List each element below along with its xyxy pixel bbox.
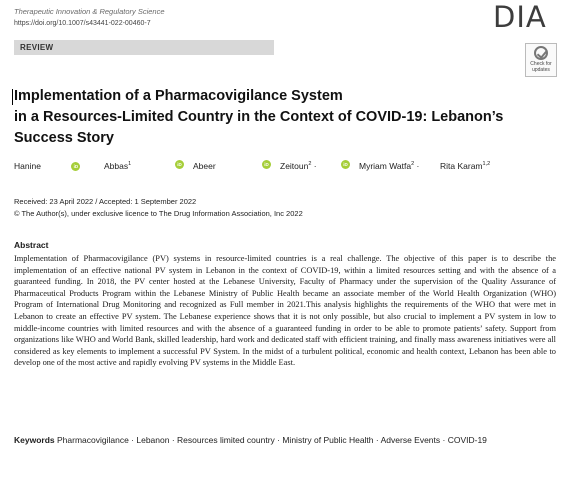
title-line: Success Story [14, 130, 114, 146]
author-list [14, 161, 574, 175]
dia-logo: DIA [493, 0, 547, 34]
keywords-list: Pharmacovigilance · Lebanon · Resources limited country · Ministry of Public Health · Adverse Events · COVID-19 [57, 435, 487, 445]
keywords-heading: Keywords [14, 435, 55, 445]
received-accepted: Received: 23 April 2022 / Accepted: 1 September 2022 [14, 197, 197, 206]
author-name: Abbas [104, 161, 129, 171]
abstract-heading: Abstract [14, 240, 49, 250]
check-for-updates-button[interactable] [525, 43, 557, 77]
author[interactable] [104, 161, 131, 171]
author-name: Zeitoun [280, 161, 309, 171]
orcid-icon[interactable]: iD [262, 160, 271, 169]
orcid-icon[interactable]: iD [341, 160, 350, 169]
affiliation-sup: 2 [308, 161, 312, 168]
text-cursor [12, 89, 13, 105]
check-updates-label-2: updates [532, 66, 550, 73]
keywords [14, 434, 554, 447]
author[interactable] [440, 161, 490, 171]
author-name: Abeer [193, 161, 216, 171]
author-name: Myriam Watfa [359, 161, 412, 171]
author[interactable]: Zeitoun$^2$ · [280, 161, 317, 171]
article-title [14, 86, 554, 149]
orcid-icon[interactable]: iD [175, 160, 184, 169]
author[interactable] [193, 161, 216, 171]
title-line: Implementation of a Pharmacovigilance System [14, 88, 343, 104]
affiliation-sup: 2 [411, 161, 415, 168]
author[interactable] [14, 161, 80, 171]
affiliation-sup: 1,2 [482, 161, 491, 168]
copyright-notice: © The Author(s), under exclusive licence to The Drug Information Association, Inc 2022 [14, 209, 303, 218]
doi-link[interactable]: https://doi.org/10.1007/s43441-022-00460-7 [14, 20, 151, 27]
abstract-text: Implementation of Pharmacovigilance (PV) systems in resource-limited countries is a real challenge. The objective of this paper is to describe the implementation of an effective national PV system in Lebanon in the context of COVID-19, within a limited resources setting and with the absence of a guaranteed funding. In 2018, the PV center hosted at the Lebanese University, Faculty of Pharmacy under the supervision of the Quality Assurance of Pharmaceutical Products Program within the Lebanese Ministry of Public Health became an associate member of the World Health Organization (WHO) Program of International Drug Monitoring and recognized as Full member in 2021.This analysis highlights the requirements of the WHO that were met in Lebanon to create an effective PV system. The Lebanese experience shows that it is not only possible, but also crucial to implement a PV system in low to middle-income countries with limited resources and with the absence of a guaranteed funding in order to be able to promote patients’ safety. Support from organizations like WHO and World Bank, skilled leadership, hard work and dedicated staff with efficient training, and finally mass awareness initiatives were all considered as key elements to implement a successful PV System. In the midst of a turbulent political, economic and health context, Lebanon has been able to develop one of the most active and rapidly evolving PV systems in the Middle East. [14, 254, 556, 368]
check-updates-label-1: Check for [530, 61, 552, 67]
article-dates [14, 196, 303, 220]
review-band [14, 40, 274, 55]
title-line: in a Resources-Limited Country in the Context of COVID-19: Lebanon’s [14, 109, 504, 125]
affiliation-sup: 1 [128, 161, 132, 168]
orcid-icon[interactable]: iD [71, 162, 80, 171]
section-label: REVIEW [20, 43, 54, 52]
author-name: Hanine [14, 161, 41, 171]
author[interactable]: Myriam Watfa$^2$ · [359, 161, 420, 171]
author-name: Rita Karam [440, 161, 483, 171]
journal-name: Therapeutic Innovation & Regulatory Science [14, 7, 165, 16]
check-updates-icon [534, 46, 548, 60]
